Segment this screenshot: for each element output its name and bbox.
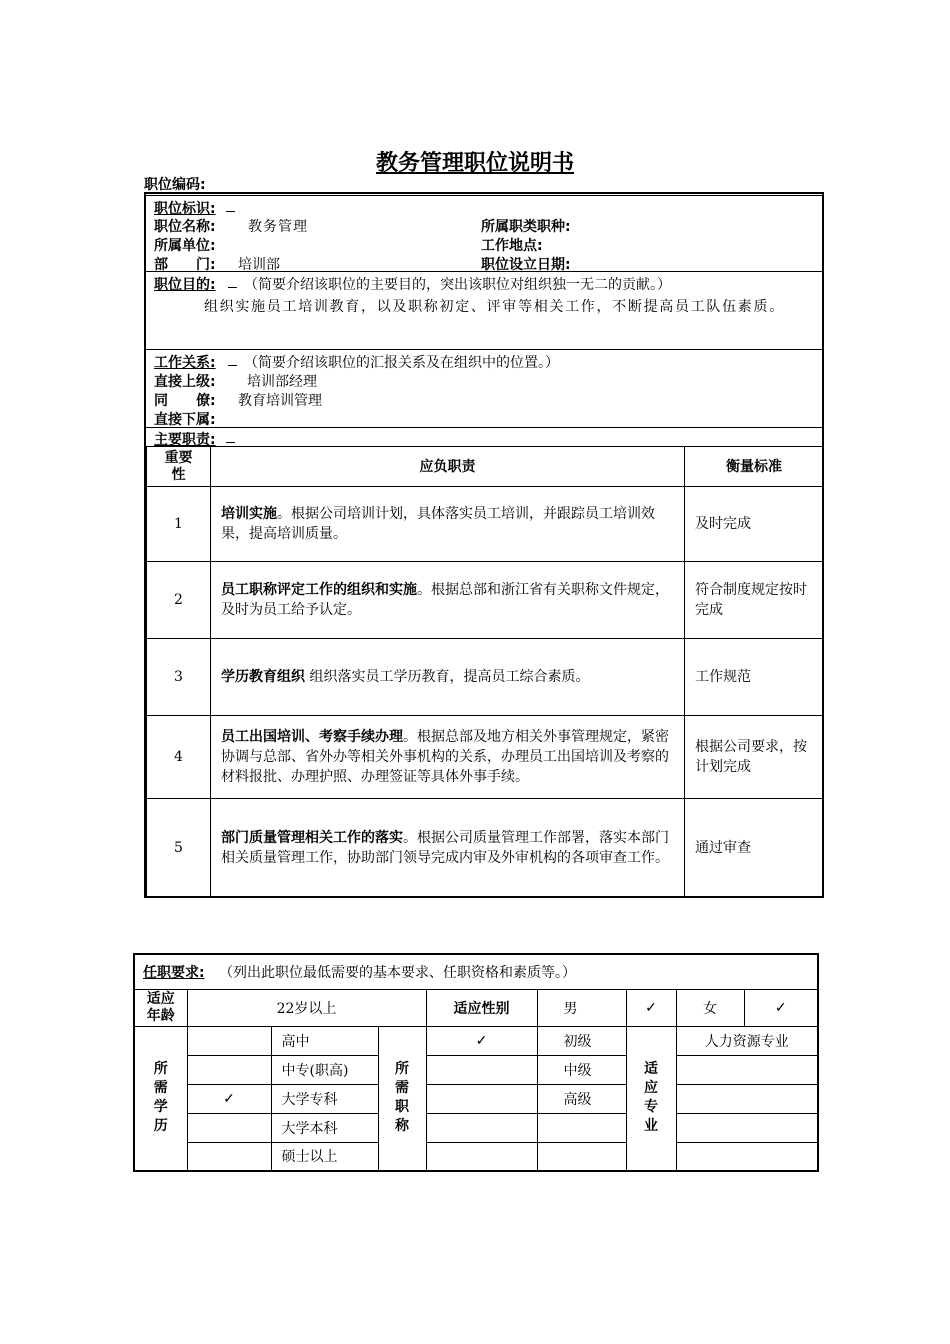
standard-cell: 符合制度规定按时完成 bbox=[685, 562, 824, 639]
title-check bbox=[426, 1055, 537, 1084]
table-row bbox=[147, 487, 824, 562]
duty-title: 培训实施 bbox=[221, 506, 277, 522]
duties-heading: 主要职责: bbox=[154, 432, 216, 448]
identity-heading: 职位标识: bbox=[154, 201, 216, 217]
table-row bbox=[147, 562, 824, 639]
edu-option: 硕士以上 bbox=[271, 1142, 378, 1171]
title-empty bbox=[537, 1142, 626, 1171]
unit-label: 所属单位: bbox=[154, 238, 216, 254]
standard-cell: 工作规范 bbox=[685, 639, 824, 716]
requirements-hint: （列出此职位最低需要的基本要求、任职资格和素质等。） bbox=[219, 964, 577, 981]
qualification-row bbox=[134, 1084, 818, 1113]
requirements-heading: 任职要求: bbox=[143, 964, 205, 981]
duty-desc: 。根据公司培训计划，具体落实员工培训，并跟踪员工培训效果，提高培训质量。 bbox=[221, 506, 655, 542]
row-number: 4 bbox=[147, 716, 211, 799]
requirements-table bbox=[133, 953, 819, 1172]
title-option: 中级 bbox=[537, 1055, 626, 1084]
female-label: 女 bbox=[676, 989, 744, 1026]
position-code-label: 职位编码: bbox=[144, 177, 206, 193]
requirements-heading-row bbox=[134, 954, 818, 989]
qualification-row bbox=[134, 1113, 818, 1142]
major-empty bbox=[676, 1055, 818, 1084]
peer-label: 同 僚: bbox=[154, 393, 216, 409]
gender-label: 适应性别 bbox=[426, 989, 537, 1026]
work-location-label: 工作地点: bbox=[481, 238, 543, 254]
purpose-hint: （简要介绍该职位的主要目的，突出该职位对组织独一无二的贡献。） bbox=[244, 277, 671, 293]
standard-cell: 根据公司要求，按计划完成 bbox=[685, 716, 824, 799]
duty-desc: 。根据公司质量管理工作部署，落实本部门相关质量管理工作，协助部门领导完成内审及外审机构的各项审查工作。 bbox=[221, 829, 669, 866]
subordinate-label: 直接下属: bbox=[154, 412, 216, 428]
male-check: ✓ bbox=[626, 989, 676, 1026]
female-check: ✓ bbox=[744, 989, 818, 1026]
major-empty bbox=[676, 1142, 818, 1171]
title-empty bbox=[426, 1142, 537, 1171]
duty-title: 学历教育组织 bbox=[221, 669, 305, 685]
responsibility-header: 应负职责 bbox=[211, 447, 685, 487]
qualification-row bbox=[134, 1026, 818, 1055]
responsibility-cell bbox=[211, 639, 685, 716]
age-gender-row bbox=[134, 989, 818, 1026]
department-value: 培训部 bbox=[238, 257, 280, 273]
duties-table bbox=[146, 446, 824, 897]
standard-header: 衡量标准 bbox=[685, 447, 824, 487]
edu-option: 大学专科 bbox=[271, 1084, 378, 1113]
established-date-label: 职位设立日期: bbox=[481, 257, 571, 273]
position-name-value: 教务管理 bbox=[248, 219, 308, 235]
duty-desc: 。根据总部和浙江省有关职称文件规定，及时为员工给予认定。 bbox=[221, 582, 669, 618]
standard-cell: 及时完成 bbox=[685, 487, 824, 562]
job-category-label: 所属职类职种: bbox=[481, 219, 571, 235]
row-number: 1 bbox=[147, 487, 211, 562]
purpose-heading: 职位目的: bbox=[154, 277, 216, 293]
table-row bbox=[147, 639, 824, 716]
duty-title: 员工出国培训、考察手续办理 bbox=[221, 729, 403, 745]
title-check bbox=[426, 1084, 537, 1113]
edu-option: 中专(职高) bbox=[271, 1055, 378, 1084]
standard-cell: 通过审查 bbox=[685, 799, 824, 897]
table-row bbox=[147, 799, 824, 897]
relations-heading: 工作关系: bbox=[154, 355, 216, 371]
edu-option: 大学本科 bbox=[271, 1113, 378, 1142]
purpose-text: 组织实施员工培训教育，以及职称初定、评审等相关工作，不断提高员工队伍素质。 bbox=[204, 299, 785, 315]
qualification-row bbox=[134, 1142, 818, 1171]
edu-check bbox=[187, 1026, 271, 1055]
responsibility-cell bbox=[211, 487, 685, 562]
title-option: 初级 bbox=[537, 1026, 626, 1055]
title-empty bbox=[426, 1113, 537, 1142]
age-value: 22岁以上 bbox=[187, 989, 426, 1026]
title-option: 高级 bbox=[537, 1084, 626, 1113]
duty-title: 员工职称评定工作的组织和实施 bbox=[221, 582, 417, 598]
duty-desc: 。根据总部及地方相关外事管理规定，紧密协调与总部、省外办等相关外事机构的关系，办理员工出国培训及考察的材料报批、办理护照、办理签证等具体外事手续。 bbox=[221, 729, 669, 785]
edu-check bbox=[187, 1142, 271, 1171]
superior-label: 直接上级: bbox=[154, 374, 216, 390]
edu-check bbox=[187, 1055, 271, 1084]
importance-header: 重要性 bbox=[147, 447, 211, 487]
title-empty bbox=[537, 1113, 626, 1142]
row-number: 5 bbox=[147, 799, 211, 897]
major-empty bbox=[676, 1084, 818, 1113]
row-number: 3 bbox=[147, 639, 211, 716]
major-value: 人力资源专业 bbox=[676, 1026, 818, 1055]
edu-option: 高中 bbox=[271, 1026, 378, 1055]
age-label: 适应年龄 bbox=[134, 989, 187, 1026]
major-label: 适应专业 bbox=[626, 1026, 676, 1171]
responsibility-cell bbox=[211, 562, 685, 639]
title-label: 所需职称 bbox=[378, 1026, 426, 1171]
peer-value: 教育培训管理 bbox=[238, 393, 322, 409]
male-label: 男 bbox=[537, 989, 626, 1026]
responsibility-cell bbox=[211, 799, 685, 897]
duty-title: 部门质量管理相关工作的落实 bbox=[221, 829, 403, 846]
position-name-label: 职位名称: bbox=[154, 219, 216, 235]
edu-check: ✓ bbox=[187, 1084, 271, 1113]
education-label: 所需学历 bbox=[134, 1026, 187, 1171]
superior-value: 培训部经理 bbox=[247, 374, 317, 390]
title-check: ✓ bbox=[426, 1026, 537, 1055]
duty-desc: 组织落实员工学历教育，提高员工综合素质。 bbox=[305, 669, 590, 685]
responsibility-cell bbox=[211, 716, 685, 799]
page-title: 教务管理职位说明书 bbox=[375, 151, 574, 176]
major-empty bbox=[676, 1113, 818, 1142]
row-number: 2 bbox=[147, 562, 211, 639]
duties-header-row bbox=[147, 447, 824, 487]
department-label: 部 门: bbox=[154, 257, 216, 273]
qualification-row bbox=[134, 1055, 818, 1084]
table-row bbox=[147, 716, 824, 799]
relations-hint: （简要介绍该职位的汇报关系及在组织中的位置。） bbox=[244, 355, 559, 371]
edu-check bbox=[187, 1113, 271, 1142]
